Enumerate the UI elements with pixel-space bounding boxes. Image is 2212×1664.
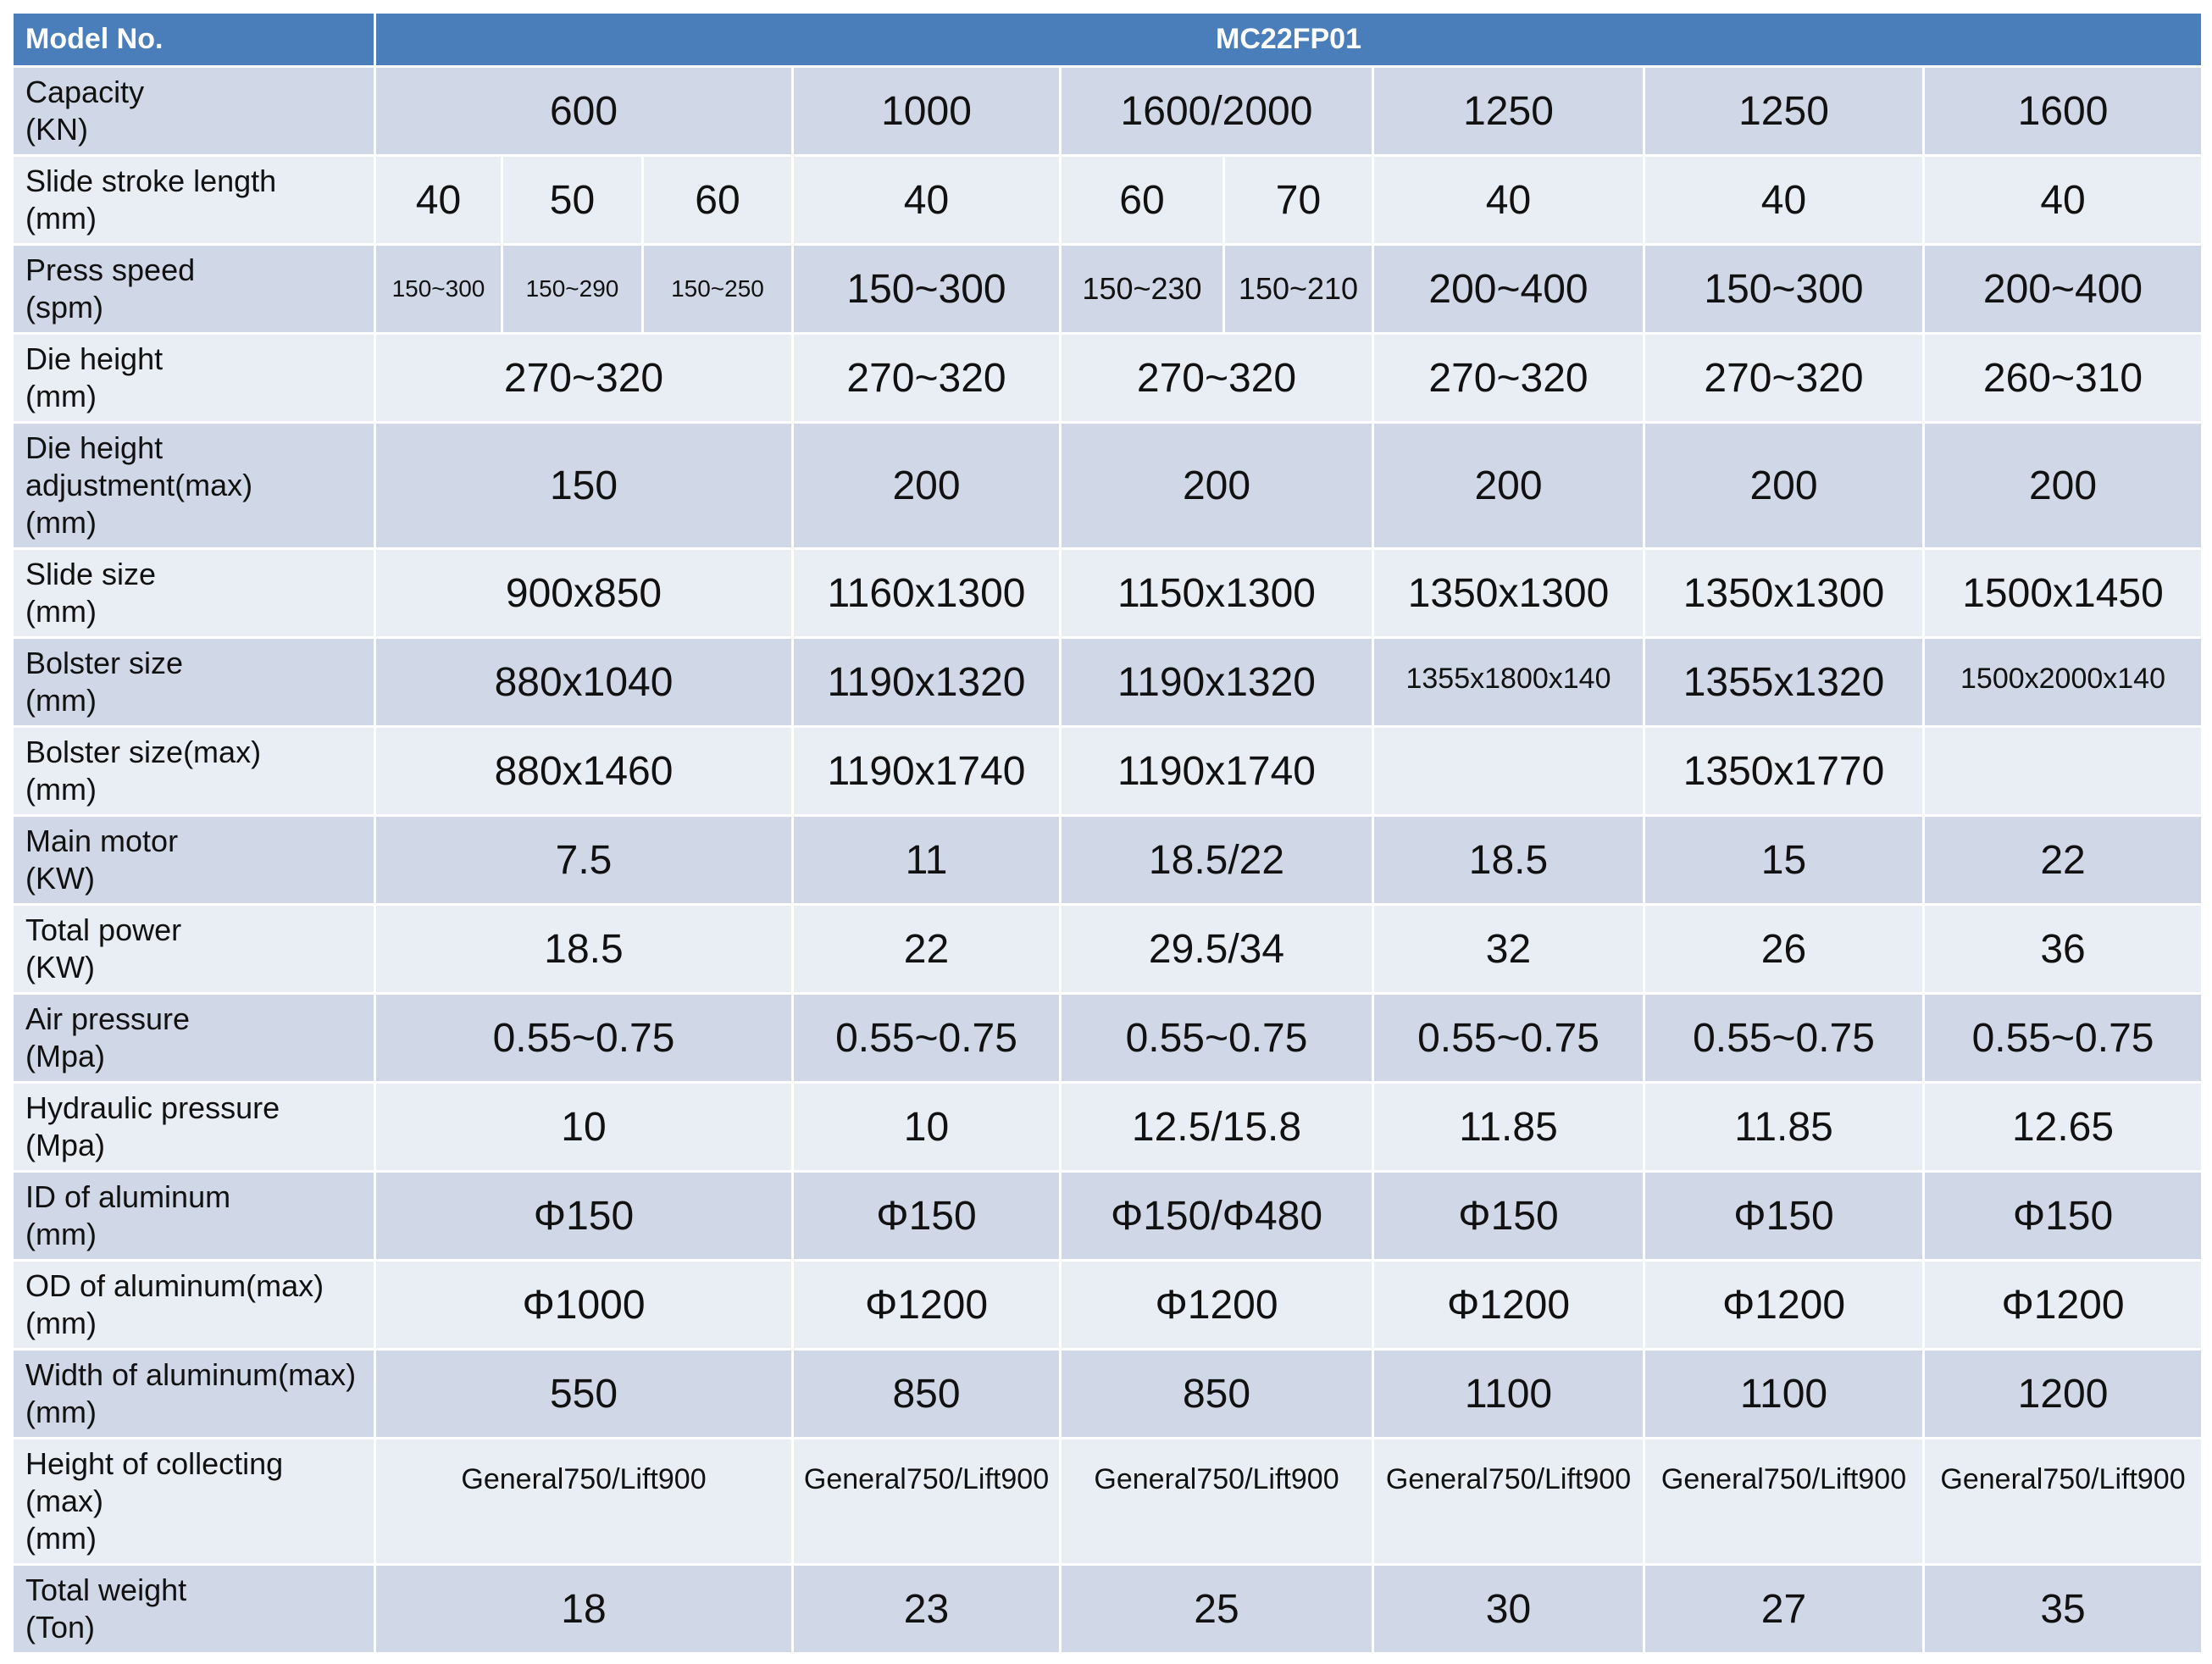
cell: 880x1460 bbox=[375, 727, 793, 816]
row-label: Height of collecting (max) (mm) bbox=[13, 1439, 375, 1565]
cell: 150~290 bbox=[502, 245, 643, 334]
row-bolster-size bbox=[13, 638, 2203, 727]
cell: 27 bbox=[1644, 1565, 1924, 1654]
cell: 150~210 bbox=[1224, 245, 1373, 334]
cell: 10 bbox=[793, 1083, 1061, 1172]
cell: Φ150 bbox=[793, 1172, 1061, 1261]
cell: 200 bbox=[1373, 423, 1644, 549]
cell: 22 bbox=[793, 905, 1061, 994]
cell: 40 bbox=[375, 156, 502, 245]
cell: Φ1200 bbox=[1061, 1261, 1373, 1350]
cell: 200 bbox=[793, 423, 1061, 549]
row-label: Hydraulic pressure (Mpa) bbox=[13, 1083, 375, 1172]
cell: 1150x1300 bbox=[1061, 549, 1373, 638]
row-total-weight bbox=[13, 1565, 2203, 1654]
cell: 200 bbox=[1061, 423, 1373, 549]
cell: 10 bbox=[375, 1083, 793, 1172]
cell: 0.55~0.75 bbox=[1924, 994, 2203, 1083]
row-slide-size bbox=[13, 549, 2203, 638]
cell: 150~250 bbox=[643, 245, 793, 334]
cell: Φ150 bbox=[1644, 1172, 1924, 1261]
cell: Φ1200 bbox=[1373, 1261, 1644, 1350]
cell: 1190x1320 bbox=[793, 638, 1061, 727]
cell: 35 bbox=[1924, 1565, 2203, 1654]
row-bolster-size-max bbox=[13, 727, 2203, 816]
row-die-height bbox=[13, 334, 2203, 423]
cell: 40 bbox=[1924, 156, 2203, 245]
cell: 12.65 bbox=[1924, 1083, 2203, 1172]
cell: 1350x1770 bbox=[1644, 727, 1924, 816]
cell: 0.55~0.75 bbox=[1373, 994, 1644, 1083]
cell: 1500x2000x140 bbox=[1924, 638, 2203, 727]
cell: 150 bbox=[375, 423, 793, 549]
row-label: Capacity (KN) bbox=[13, 67, 375, 156]
cell: 1160x1300 bbox=[793, 549, 1061, 638]
cell: 270~320 bbox=[793, 334, 1061, 423]
cell: 1355x1800x140 bbox=[1373, 638, 1644, 727]
row-speed bbox=[13, 245, 2203, 334]
cell: 270~320 bbox=[375, 334, 793, 423]
cell: 150~300 bbox=[793, 245, 1061, 334]
cell: 1190x1740 bbox=[1061, 727, 1373, 816]
cell: 900x850 bbox=[375, 549, 793, 638]
cell: 36 bbox=[1924, 905, 2203, 994]
row-label: ID of aluminum (mm) bbox=[13, 1172, 375, 1261]
row-label: Bolster size(max) (mm) bbox=[13, 727, 375, 816]
cell: 1190x1320 bbox=[1061, 638, 1373, 727]
row-label: Total power (KW) bbox=[13, 905, 375, 994]
cell: General750/Lift900 bbox=[793, 1439, 1061, 1565]
cell: 40 bbox=[793, 156, 1061, 245]
cell: 1000 bbox=[793, 67, 1061, 156]
cell: 1250 bbox=[1373, 67, 1644, 156]
cell: 23 bbox=[793, 1565, 1061, 1654]
cell: 18.5 bbox=[1373, 816, 1644, 905]
cell: 1250 bbox=[1644, 67, 1924, 156]
cell: 70 bbox=[1224, 156, 1373, 245]
cell: 11 bbox=[793, 816, 1061, 905]
cell: Φ1200 bbox=[793, 1261, 1061, 1350]
cell: General750/Lift900 bbox=[1924, 1439, 2203, 1565]
model-no-label: Model No. bbox=[13, 13, 375, 67]
cell: 11.85 bbox=[1644, 1083, 1924, 1172]
cell: 11.85 bbox=[1373, 1083, 1644, 1172]
cell: 1500x1450 bbox=[1924, 549, 2203, 638]
cell: General750/Lift900 bbox=[375, 1439, 793, 1565]
cell: 30 bbox=[1373, 1565, 1644, 1654]
spec-table bbox=[11, 11, 2204, 1655]
cell: 150~300 bbox=[375, 245, 502, 334]
cell: 850 bbox=[1061, 1350, 1373, 1439]
row-label: Slide size (mm) bbox=[13, 549, 375, 638]
cell: 12.5/15.8 bbox=[1061, 1083, 1373, 1172]
cell: 29.5/34 bbox=[1061, 905, 1373, 994]
row-collect-height bbox=[13, 1439, 2203, 1565]
cell: 15 bbox=[1644, 816, 1924, 905]
cell: General750/Lift900 bbox=[1061, 1439, 1373, 1565]
cell: 550 bbox=[375, 1350, 793, 1439]
row-capacity bbox=[13, 67, 2203, 156]
cell-empty bbox=[1373, 727, 1644, 816]
cell: 1200 bbox=[1924, 1350, 2203, 1439]
row-air-pressure bbox=[13, 994, 2203, 1083]
row-label: Die height adjustment(max) (mm) bbox=[13, 423, 375, 549]
cell: 0.55~0.75 bbox=[1061, 994, 1373, 1083]
row-die-adjustment bbox=[13, 423, 2203, 549]
cell: 1100 bbox=[1373, 1350, 1644, 1439]
cell: 1100 bbox=[1644, 1350, 1924, 1439]
cell: 22 bbox=[1924, 816, 2203, 905]
row-main-motor bbox=[13, 816, 2203, 905]
cell: 40 bbox=[1644, 156, 1924, 245]
cell-empty bbox=[1924, 727, 2203, 816]
cell: 60 bbox=[1061, 156, 1224, 245]
cell: Φ1200 bbox=[1924, 1261, 2203, 1350]
cell: Φ150/Φ480 bbox=[1061, 1172, 1373, 1261]
header-row bbox=[13, 13, 2203, 67]
row-label: Bolster size (mm) bbox=[13, 638, 375, 727]
row-label: Main motor (KW) bbox=[13, 816, 375, 905]
row-label: Press speed (spm) bbox=[13, 245, 375, 334]
cell: 32 bbox=[1373, 905, 1644, 994]
row-stroke bbox=[13, 156, 2203, 245]
cell: 880x1040 bbox=[375, 638, 793, 727]
row-label: Width of aluminum(max) (mm) bbox=[13, 1350, 375, 1439]
cell: 200~400 bbox=[1924, 245, 2203, 334]
row-id-aluminum bbox=[13, 1172, 2203, 1261]
cell: 18.5/22 bbox=[1061, 816, 1373, 905]
row-od-aluminum bbox=[13, 1261, 2203, 1350]
row-width-aluminum bbox=[13, 1350, 2203, 1439]
cell: 50 bbox=[502, 156, 643, 245]
cell: 40 bbox=[1373, 156, 1644, 245]
cell: 200 bbox=[1644, 423, 1924, 549]
cell: 270~320 bbox=[1644, 334, 1924, 423]
cell: 25 bbox=[1061, 1565, 1373, 1654]
cell: Φ1200 bbox=[1644, 1261, 1924, 1350]
row-hydraulic-pressure bbox=[13, 1083, 2203, 1172]
row-label: Die height (mm) bbox=[13, 334, 375, 423]
cell: 200~400 bbox=[1373, 245, 1644, 334]
cell: 1600 bbox=[1924, 67, 2203, 156]
cell: Φ150 bbox=[1373, 1172, 1644, 1261]
cell: 270~320 bbox=[1373, 334, 1644, 423]
row-total-power bbox=[13, 905, 2203, 994]
cell: 600 bbox=[375, 67, 793, 156]
cell: 270~320 bbox=[1061, 334, 1373, 423]
cell: General750/Lift900 bbox=[1373, 1439, 1644, 1565]
cell: 26 bbox=[1644, 905, 1924, 994]
cell: Φ150 bbox=[1924, 1172, 2203, 1261]
row-label: Total weight (Ton) bbox=[13, 1565, 375, 1654]
cell: 1600/2000 bbox=[1061, 67, 1373, 156]
cell: 150~230 bbox=[1061, 245, 1224, 334]
cell: General750/Lift900 bbox=[1644, 1439, 1924, 1565]
cell: 7.5 bbox=[375, 816, 793, 905]
model-no-value: MC22FP01 bbox=[375, 13, 2203, 67]
cell: 1190x1740 bbox=[793, 727, 1061, 816]
cell: 850 bbox=[793, 1350, 1061, 1439]
cell: 260~310 bbox=[1924, 334, 2203, 423]
row-label: Air pressure (Mpa) bbox=[13, 994, 375, 1083]
cell: Φ150 bbox=[375, 1172, 793, 1261]
cell: 0.55~0.75 bbox=[793, 994, 1061, 1083]
cell: 1350x1300 bbox=[1644, 549, 1924, 638]
cell: 18 bbox=[375, 1565, 793, 1654]
cell: 0.55~0.75 bbox=[1644, 994, 1924, 1083]
cell: 0.55~0.75 bbox=[375, 994, 793, 1083]
cell: 60 bbox=[643, 156, 793, 245]
row-label: OD of aluminum(max) (mm) bbox=[13, 1261, 375, 1350]
cell: 18.5 bbox=[375, 905, 793, 994]
cell: 200 bbox=[1924, 423, 2203, 549]
cell: 1355x1320 bbox=[1644, 638, 1924, 727]
cell: Φ1000 bbox=[375, 1261, 793, 1350]
cell: 150~300 bbox=[1644, 245, 1924, 334]
row-label: Slide stroke length (mm) bbox=[13, 156, 375, 245]
cell: 1350x1300 bbox=[1373, 549, 1644, 638]
